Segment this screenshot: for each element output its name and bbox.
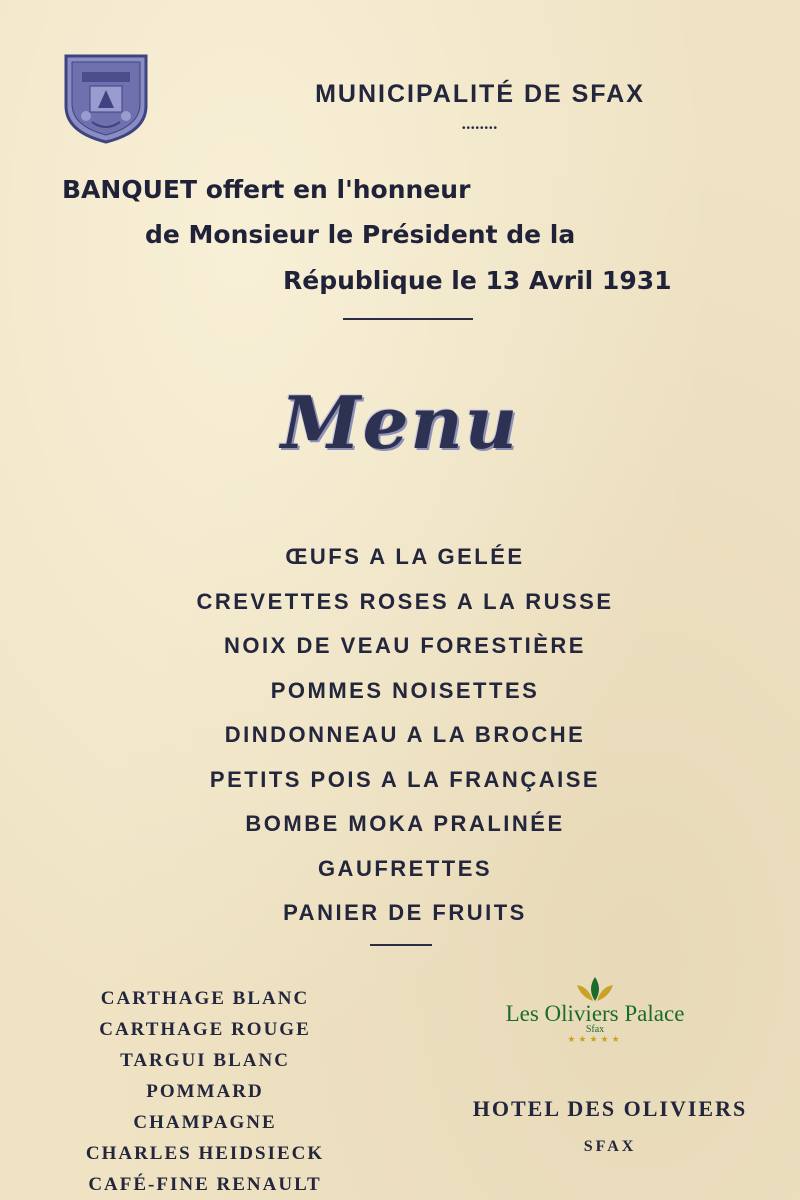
title-ornament: ••••••••: [461, 123, 498, 134]
dish-item: BOMBE MOKA PRALINÉE: [245, 811, 565, 836]
hotel-name: HOTEL DES OLIVIERS: [472, 1096, 748, 1121]
wine-item: CARTHAGE ROUGE: [99, 1019, 311, 1040]
wine-list: [40, 983, 370, 1200]
olive-leaf-logo-icon: [575, 975, 615, 1003]
divider-bottom: [370, 944, 432, 946]
dish-item: ŒUFS A LA GELÉE: [285, 544, 525, 569]
wine-item: CAFÉ-FINE RENAULT: [88, 1174, 322, 1195]
wine-item: POMMARD: [146, 1081, 264, 1102]
dish-item: PETITS POIS A LA FRANÇAISE: [209, 766, 601, 792]
menu-title: Menu: [280, 380, 520, 465]
banquet-line-2: de Monsieur le Président de la: [145, 220, 576, 249]
divider-top: [343, 318, 473, 320]
wine-item: CHARLES HEIDSIECK: [85, 1143, 325, 1164]
dish-list: [100, 535, 710, 936]
dish-item: CREVETTES ROSES A LA RUSSE: [196, 588, 614, 614]
hotel-logo: [490, 975, 700, 1065]
wine-item: CHAMPAGNE: [133, 1112, 277, 1133]
hotel-city: SFAX: [583, 1138, 637, 1155]
dish-item: PANIER DE FRUITS: [283, 900, 527, 925]
dish-item: GAUFRETTES: [317, 855, 493, 881]
wine-item: TARGUI BLANC: [120, 1050, 290, 1071]
dish-item: NOIX DE VEAU FORESTIÈRE: [224, 633, 586, 658]
logo-name: Les Oliviers Palace: [505, 1001, 685, 1026]
banquet-line-1: BANQUET offert en l'honneur: [62, 175, 471, 204]
logo-stars-icon: ★★★★★: [567, 1034, 623, 1044]
municipal-coat-of-arms-icon: [62, 50, 150, 145]
dish-item: DINDONNEAU A LA BROCHE: [224, 722, 586, 747]
municipality-title: MUNICIPALITÉ DE SFAX: [315, 80, 645, 108]
wine-item: CARTHAGE BLANC: [100, 988, 310, 1009]
banquet-line-3: République le 13 Avril 1931: [283, 266, 672, 295]
dish-item: POMMES NOISETTES: [270, 677, 540, 703]
logo-city: Sfax: [585, 1024, 605, 1035]
